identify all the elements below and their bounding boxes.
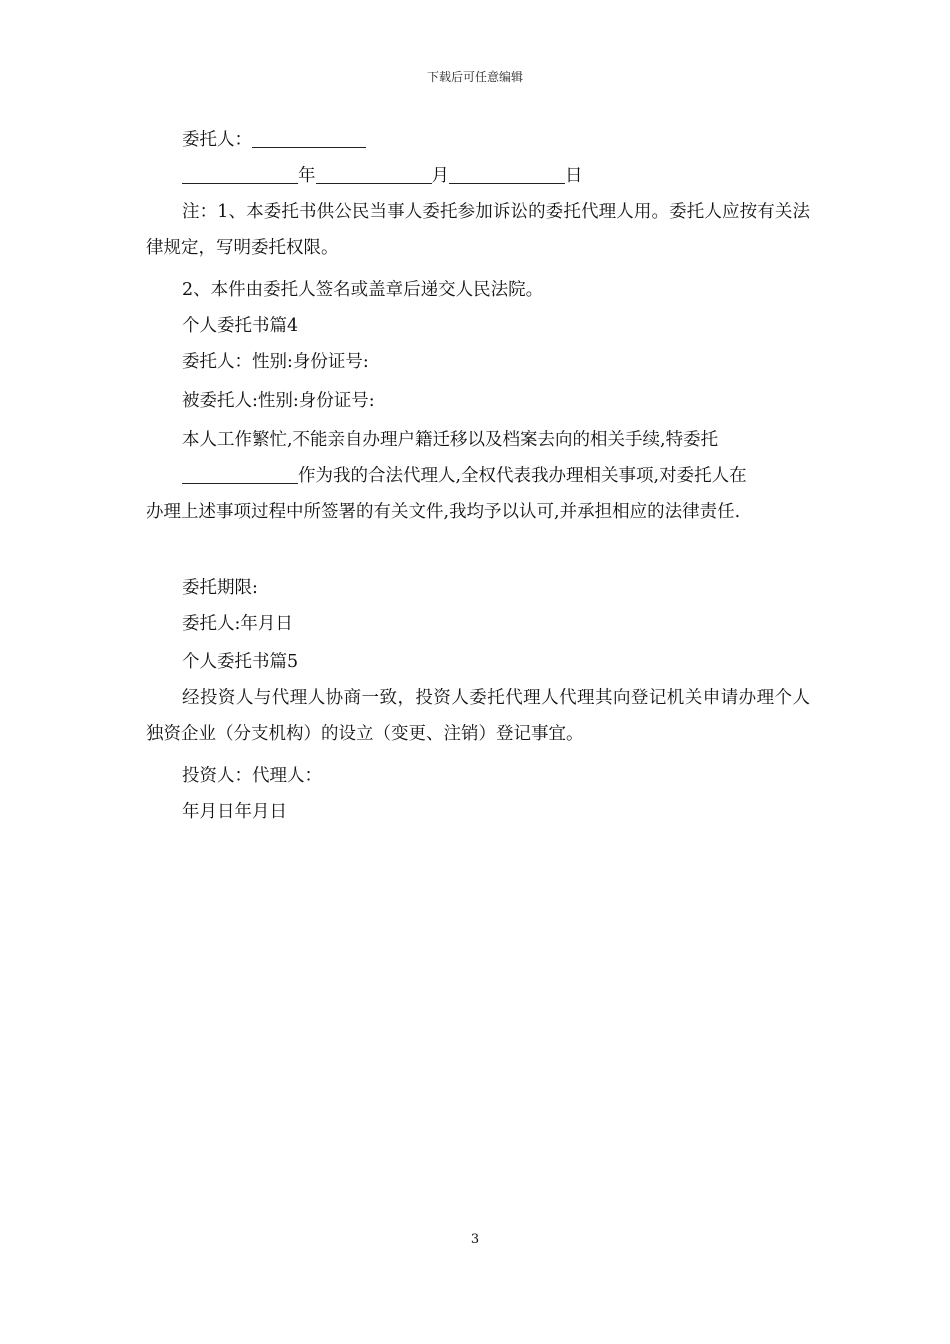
page-header: 下载后可任意编辑 <box>426 70 523 84</box>
day-blank <box>449 165 565 184</box>
body-line-3: 办理上述事项过程中所签署的有关文件,我均予以认可,并承担相应的法律责任. <box>146 502 741 522</box>
term-line: 委托期限: <box>182 578 258 598</box>
year-label: 年 <box>298 166 316 186</box>
day-label: 日 <box>565 166 583 186</box>
body-line-1: 本人工作繁忙,不能亲自办理户籍迁移以及档案去向的相关手续,特委托 <box>182 430 719 450</box>
date-line <box>182 164 583 188</box>
agent-info: 被委托人:性别:身份证号: <box>182 391 375 411</box>
principal-info: 委托人：性别:身份证号: <box>182 352 369 372</box>
body-line-2-text: 作为我的合法代理人,全权代表我办理相关事项,对委托人在 <box>298 466 747 486</box>
note-2: 2、本件由委托人签名或盖章后递交人民法院。 <box>182 280 544 300</box>
month-blank <box>316 165 432 184</box>
signature-dates: 年月日年月日 <box>182 802 287 822</box>
body-line-2 <box>182 464 747 488</box>
signature-labels: 投资人：代理人： <box>182 766 322 786</box>
note-1: 注：1、本委托书供公民当事人委托参加诉讼的委托代理人用。委托人应按有关法律规定，写明委托权限。 <box>146 202 810 258</box>
page-number: 3 <box>470 1232 480 1247</box>
month-label: 月 <box>431 166 449 186</box>
agent-blank <box>182 465 298 484</box>
principal-line <box>182 128 366 152</box>
section-title-5: 个人委托书篇5 <box>182 652 299 672</box>
section-title-4: 个人委托书篇4 <box>182 316 299 336</box>
principal-blank <box>252 129 366 148</box>
year-blank <box>182 165 298 184</box>
principal-label: 委托人： <box>182 130 252 150</box>
principal-date-line: 委托人:年月日 <box>182 614 293 634</box>
section-5-body: 经投资人与代理人协商一致，投资人委托代理人代理其向登记机关申请办理个人独资企业（分支机构）的设立（变更、注销）登记事宜。 <box>146 688 810 744</box>
